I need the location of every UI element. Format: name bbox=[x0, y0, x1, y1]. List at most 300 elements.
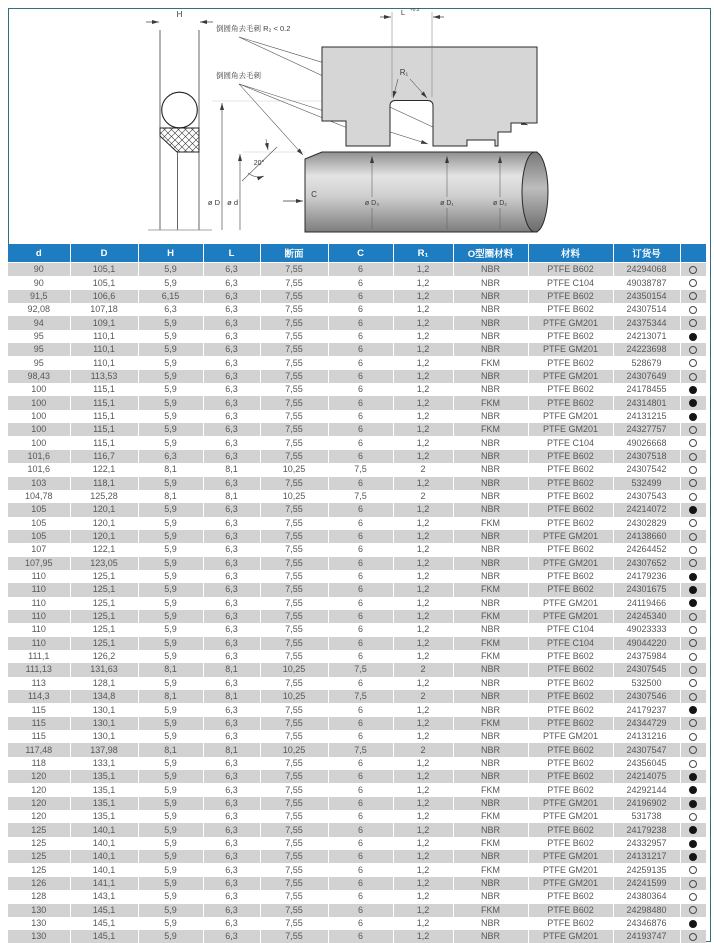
cell-D: 125,1 bbox=[70, 570, 138, 583]
cell-material: PTFE GM201 bbox=[528, 316, 613, 329]
cell-stock bbox=[680, 690, 706, 703]
stock-symbol bbox=[689, 733, 697, 741]
label-l-dim: L bbox=[400, 8, 406, 17]
stock-symbol bbox=[689, 639, 697, 647]
cell-L: 6,3 bbox=[203, 677, 260, 690]
cell-order-number: 532500 bbox=[613, 677, 680, 690]
table-row bbox=[8, 597, 706, 610]
cell-oring-material: NBR bbox=[453, 450, 528, 463]
cell-material: PTFE B602 bbox=[528, 463, 613, 476]
cell-C: 6 bbox=[328, 890, 393, 903]
cell-R1: 1,2 bbox=[393, 890, 453, 903]
cell-d: 107 bbox=[8, 543, 70, 556]
cell-d: 90 bbox=[8, 263, 70, 277]
cell-d: 100 bbox=[8, 423, 70, 436]
cell-C: 6 bbox=[328, 370, 393, 383]
cell-section: 7,55 bbox=[260, 543, 328, 556]
cell-d: 105 bbox=[8, 503, 70, 516]
cell-R1: 1,2 bbox=[393, 436, 453, 449]
cell-d: 92,08 bbox=[8, 303, 70, 316]
cell-order-number: 24179238 bbox=[613, 823, 680, 836]
cell-H: 5,9 bbox=[138, 316, 203, 329]
cell-D: 130,1 bbox=[70, 703, 138, 716]
cell-d: 95 bbox=[8, 356, 70, 369]
cell-R1: 1,2 bbox=[393, 597, 453, 610]
cell-material: PTFE C104 bbox=[528, 276, 613, 289]
cell-R1: 1,2 bbox=[393, 583, 453, 596]
cell-L: 6,3 bbox=[203, 276, 260, 289]
cell-R1: 1,2 bbox=[393, 557, 453, 570]
cell-C: 6 bbox=[328, 517, 393, 530]
cell-H: 5,9 bbox=[138, 837, 203, 850]
cell-section: 7,55 bbox=[260, 410, 328, 423]
cell-H: 5,9 bbox=[138, 436, 203, 449]
cell-oring-material: NBR bbox=[453, 543, 528, 556]
cell-oring-material: FKM bbox=[453, 837, 528, 850]
cell-stock bbox=[680, 383, 706, 396]
cell-H: 8,1 bbox=[138, 463, 203, 476]
col-header-oring-material: O型圈材料 bbox=[453, 244, 528, 263]
cell-order-number: 24302829 bbox=[613, 517, 680, 530]
cell-C: 6 bbox=[328, 570, 393, 583]
cell-C: 7,5 bbox=[328, 490, 393, 503]
cell-L: 6,3 bbox=[203, 904, 260, 917]
stock-symbol bbox=[689, 893, 697, 901]
rod-end-cap bbox=[522, 152, 548, 232]
cell-material: PTFE B602 bbox=[528, 663, 613, 676]
cell-oring-material: NBR bbox=[453, 917, 528, 930]
cell-C: 6 bbox=[328, 503, 393, 516]
cell-d: 95 bbox=[8, 343, 70, 356]
cell-oring-material: NBR bbox=[453, 370, 528, 383]
cell-L: 6,3 bbox=[203, 730, 260, 743]
cell-d: 110 bbox=[8, 570, 70, 583]
cell-d: 128 bbox=[8, 890, 70, 903]
stock-symbol bbox=[689, 292, 697, 300]
cell-R1: 1,2 bbox=[393, 837, 453, 850]
cell-D: 125,1 bbox=[70, 623, 138, 636]
seal-ring-hatched bbox=[160, 128, 199, 152]
stock-symbol bbox=[689, 586, 697, 594]
cell-oring-material: FKM bbox=[453, 904, 528, 917]
cell-order-number: 49026668 bbox=[613, 436, 680, 449]
cell-oring-material: NBR bbox=[453, 343, 528, 356]
cell-D: 145,1 bbox=[70, 904, 138, 917]
cell-section: 7,55 bbox=[260, 877, 328, 890]
cell-L: 6,3 bbox=[203, 917, 260, 930]
cell-order-number: 24380364 bbox=[613, 890, 680, 903]
cell-D: 143,1 bbox=[70, 890, 138, 903]
cell-order-number: 24307649 bbox=[613, 370, 680, 383]
cell-d: 95 bbox=[8, 330, 70, 343]
cell-section: 7,55 bbox=[260, 290, 328, 303]
cell-D: 122,1 bbox=[70, 463, 138, 476]
cell-section: 7,55 bbox=[260, 770, 328, 783]
cell-material: PTFE B602 bbox=[528, 770, 613, 783]
cell-d: 110 bbox=[8, 583, 70, 596]
cell-material: PTFE GM201 bbox=[528, 797, 613, 810]
cell-material: PTFE B602 bbox=[528, 703, 613, 716]
cell-H: 5,9 bbox=[138, 423, 203, 436]
stock-symbol bbox=[689, 813, 697, 821]
cell-C: 6 bbox=[328, 303, 393, 316]
table-row bbox=[8, 396, 706, 409]
table-row bbox=[8, 623, 706, 636]
cell-section: 7,55 bbox=[260, 370, 328, 383]
stock-symbol bbox=[689, 933, 697, 941]
cell-d: 105 bbox=[8, 530, 70, 543]
cell-C: 6 bbox=[328, 263, 393, 277]
cell-L: 6,3 bbox=[203, 837, 260, 850]
cell-oring-material: NBR bbox=[453, 850, 528, 863]
cell-R1: 1,2 bbox=[393, 330, 453, 343]
cell-order-number: 24346876 bbox=[613, 917, 680, 930]
cell-D: 134,8 bbox=[70, 690, 138, 703]
cell-stock bbox=[680, 823, 706, 836]
cell-L: 6,3 bbox=[203, 823, 260, 836]
stock-symbol bbox=[689, 679, 697, 687]
table-row bbox=[8, 797, 706, 810]
cell-oring-material: FKM bbox=[453, 783, 528, 796]
cell-L: 6,3 bbox=[203, 783, 260, 796]
cell-section: 7,55 bbox=[260, 450, 328, 463]
cell-order-number: 24241599 bbox=[613, 877, 680, 890]
cell-H: 5,9 bbox=[138, 917, 203, 930]
seal-installation-drawing bbox=[0, 0, 714, 240]
cell-C: 6 bbox=[328, 837, 393, 850]
cell-stock bbox=[680, 930, 706, 943]
table-row bbox=[8, 637, 706, 650]
cell-C: 6 bbox=[328, 423, 393, 436]
label-l-tolerance: +0.2 bbox=[410, 8, 420, 13]
cell-C: 6 bbox=[328, 730, 393, 743]
cell-C: 6 bbox=[328, 770, 393, 783]
cell-d: 125 bbox=[8, 823, 70, 836]
label-dia-d: ø d bbox=[227, 198, 238, 207]
cell-stock bbox=[680, 850, 706, 863]
cell-stock bbox=[680, 623, 706, 636]
cell-H: 6,3 bbox=[138, 450, 203, 463]
cell-stock bbox=[680, 436, 706, 449]
cell-L: 6,3 bbox=[203, 477, 260, 490]
cell-C: 6 bbox=[328, 810, 393, 823]
cell-D: 125,1 bbox=[70, 597, 138, 610]
cell-order-number: 24307652 bbox=[613, 557, 680, 570]
cell-section: 10,25 bbox=[260, 690, 328, 703]
cell-d: 98,43 bbox=[8, 370, 70, 383]
stock-symbol bbox=[689, 466, 697, 474]
table-row bbox=[8, 917, 706, 930]
cell-order-number: 24138660 bbox=[613, 530, 680, 543]
cell-L: 6,3 bbox=[203, 316, 260, 329]
cell-stock bbox=[680, 276, 706, 289]
cell-material: PTFE B602 bbox=[528, 890, 613, 903]
cell-stock bbox=[680, 490, 706, 503]
cell-H: 5,9 bbox=[138, 770, 203, 783]
stock-symbol bbox=[689, 706, 697, 714]
stock-symbol bbox=[689, 266, 697, 274]
cell-order-number: 24350154 bbox=[613, 290, 680, 303]
cell-L: 8,1 bbox=[203, 463, 260, 476]
cell-material: PTFE B602 bbox=[528, 570, 613, 583]
cell-section: 7,55 bbox=[260, 316, 328, 329]
cell-C: 6 bbox=[328, 917, 393, 930]
cell-D: 122,1 bbox=[70, 543, 138, 556]
cell-L: 6,3 bbox=[203, 517, 260, 530]
col-header-R1: R₁ bbox=[393, 244, 453, 263]
cell-R1: 1,2 bbox=[393, 823, 453, 836]
cell-oring-material: NBR bbox=[453, 490, 528, 503]
cell-D: 135,1 bbox=[70, 770, 138, 783]
cell-C: 6 bbox=[328, 396, 393, 409]
cell-stock bbox=[680, 610, 706, 623]
cell-section: 7,55 bbox=[260, 423, 328, 436]
cell-material: PTFE B602 bbox=[528, 677, 613, 690]
table-row bbox=[8, 690, 706, 703]
cell-R1: 1,2 bbox=[393, 450, 453, 463]
cell-D: 130,1 bbox=[70, 730, 138, 743]
cell-section: 7,55 bbox=[260, 610, 328, 623]
cell-stock bbox=[680, 557, 706, 570]
cell-oring-material: NBR bbox=[453, 383, 528, 396]
cell-section: 7,55 bbox=[260, 583, 328, 596]
cell-stock bbox=[680, 890, 706, 903]
stock-symbol bbox=[689, 719, 697, 727]
table-row bbox=[8, 890, 706, 903]
table-row bbox=[8, 383, 706, 396]
cell-H: 5,9 bbox=[138, 610, 203, 623]
cell-stock bbox=[680, 543, 706, 556]
cell-stock bbox=[680, 410, 706, 423]
cell-L: 6,3 bbox=[203, 370, 260, 383]
cell-stock bbox=[680, 330, 706, 343]
cell-L: 6,3 bbox=[203, 650, 260, 663]
cell-section: 7,55 bbox=[260, 263, 328, 277]
cell-L: 8,1 bbox=[203, 690, 260, 703]
cell-order-number: 24307545 bbox=[613, 663, 680, 676]
cell-R1: 1,2 bbox=[393, 904, 453, 917]
cell-L: 6,3 bbox=[203, 356, 260, 369]
cell-L: 6,3 bbox=[203, 597, 260, 610]
cell-D: 118,1 bbox=[70, 477, 138, 490]
cell-d: 111,13 bbox=[8, 663, 70, 676]
label-deburr-r2: 倒圆角去毛刺 R₂ < 0.2 bbox=[216, 24, 291, 33]
cell-R1: 1,2 bbox=[393, 423, 453, 436]
cell-D: 115,1 bbox=[70, 423, 138, 436]
chamfer-angle-annotation bbox=[242, 139, 277, 181]
cell-d: 90 bbox=[8, 276, 70, 289]
cell-order-number: 24213071 bbox=[613, 330, 680, 343]
cell-L: 6,3 bbox=[203, 436, 260, 449]
cell-order-number: 24307543 bbox=[613, 490, 680, 503]
cell-R1: 1,2 bbox=[393, 730, 453, 743]
cell-order-number: 24131217 bbox=[613, 850, 680, 863]
stock-symbol bbox=[689, 826, 697, 834]
col-header-material: 材料 bbox=[528, 244, 613, 263]
cell-D: 137,98 bbox=[70, 743, 138, 756]
cell-R1: 1,2 bbox=[393, 797, 453, 810]
cell-section: 7,55 bbox=[260, 930, 328, 943]
cell-order-number: 24307542 bbox=[613, 463, 680, 476]
cell-d: 120 bbox=[8, 810, 70, 823]
label-dia-D3: ø D₃ bbox=[364, 200, 380, 207]
stock-symbol bbox=[689, 346, 697, 354]
cell-H: 5,9 bbox=[138, 477, 203, 490]
cell-oring-material: NBR bbox=[453, 530, 528, 543]
col-header-section: 断面 bbox=[260, 244, 328, 263]
cell-material: PTFE B602 bbox=[528, 783, 613, 796]
stock-symbol bbox=[689, 413, 697, 421]
cell-stock bbox=[680, 717, 706, 730]
table-row bbox=[8, 717, 706, 730]
cell-material: PTFE B602 bbox=[528, 383, 613, 396]
cell-D: 110,1 bbox=[70, 343, 138, 356]
cell-section: 7,55 bbox=[260, 383, 328, 396]
cell-H: 5,9 bbox=[138, 263, 203, 277]
label-dia-D1: ø D₁ bbox=[440, 200, 454, 207]
cell-R1: 1,2 bbox=[393, 677, 453, 690]
cell-order-number: 24307546 bbox=[613, 690, 680, 703]
cell-C: 6 bbox=[328, 637, 393, 650]
cell-D: 145,1 bbox=[70, 930, 138, 943]
cell-section: 7,55 bbox=[260, 623, 328, 636]
stock-symbol bbox=[689, 920, 697, 928]
cell-material: PTFE B602 bbox=[528, 543, 613, 556]
stock-symbol bbox=[689, 546, 697, 554]
cell-order-number: 24214075 bbox=[613, 770, 680, 783]
cell-d: 118 bbox=[8, 757, 70, 770]
cell-L: 6,3 bbox=[203, 930, 260, 943]
cell-L: 6,3 bbox=[203, 863, 260, 876]
cell-material: PTFE GM201 bbox=[528, 343, 613, 356]
cell-material: PTFE GM201 bbox=[528, 850, 613, 863]
cell-oring-material: NBR bbox=[453, 597, 528, 610]
size-table bbox=[8, 244, 706, 943]
table-row bbox=[8, 850, 706, 863]
cell-section: 7,55 bbox=[260, 810, 328, 823]
cell-stock bbox=[680, 757, 706, 770]
table-row bbox=[8, 463, 706, 476]
cell-L: 6,3 bbox=[203, 383, 260, 396]
cell-section: 10,25 bbox=[260, 463, 328, 476]
col-header-D: D bbox=[70, 244, 138, 263]
cell-D: 135,1 bbox=[70, 783, 138, 796]
cell-stock bbox=[680, 570, 706, 583]
technical-drawing bbox=[0, 0, 714, 240]
cell-R1: 1,2 bbox=[393, 410, 453, 423]
cell-C: 6 bbox=[328, 650, 393, 663]
cell-material: PTFE B602 bbox=[528, 757, 613, 770]
cell-H: 5,9 bbox=[138, 730, 203, 743]
cell-order-number: 24314801 bbox=[613, 396, 680, 409]
cell-D: 145,1 bbox=[70, 917, 138, 930]
cell-H: 5,9 bbox=[138, 850, 203, 863]
cell-H: 5,9 bbox=[138, 330, 203, 343]
cell-section: 7,55 bbox=[260, 637, 328, 650]
cell-d: 100 bbox=[8, 436, 70, 449]
cell-material: PTFE B602 bbox=[528, 503, 613, 516]
cell-d: 126 bbox=[8, 877, 70, 890]
cell-stock bbox=[680, 904, 706, 917]
cell-d: 125 bbox=[8, 850, 70, 863]
table-row bbox=[8, 330, 706, 343]
stock-symbol bbox=[689, 373, 697, 381]
label-h-dim: H bbox=[176, 10, 183, 19]
cell-stock bbox=[680, 263, 706, 277]
cell-stock bbox=[680, 663, 706, 676]
cell-C: 6 bbox=[328, 797, 393, 810]
cell-L: 6,3 bbox=[203, 543, 260, 556]
cell-D: 140,1 bbox=[70, 837, 138, 850]
cell-H: 8,1 bbox=[138, 490, 203, 503]
cell-D: 120,1 bbox=[70, 517, 138, 530]
cell-oring-material: NBR bbox=[453, 677, 528, 690]
cell-oring-material: NBR bbox=[453, 823, 528, 836]
stock-symbol bbox=[689, 359, 697, 367]
stock-symbol bbox=[689, 386, 697, 394]
table-row bbox=[8, 450, 706, 463]
cell-order-number: 24119466 bbox=[613, 597, 680, 610]
cell-oring-material: NBR bbox=[453, 770, 528, 783]
cell-H: 5,9 bbox=[138, 717, 203, 730]
table-row bbox=[8, 583, 706, 596]
cell-d: 91,5 bbox=[8, 290, 70, 303]
cell-order-number: 24375984 bbox=[613, 650, 680, 663]
cell-L: 8,1 bbox=[203, 490, 260, 503]
table-row bbox=[8, 477, 706, 490]
diameter-dims-left bbox=[208, 103, 240, 230]
cell-R1: 2 bbox=[393, 663, 453, 676]
cell-material: PTFE B602 bbox=[528, 743, 613, 756]
cell-C: 6 bbox=[328, 276, 393, 289]
cell-L: 6,3 bbox=[203, 303, 260, 316]
cell-H: 5,9 bbox=[138, 570, 203, 583]
cell-H: 5,9 bbox=[138, 396, 203, 409]
cell-oring-material: NBR bbox=[453, 877, 528, 890]
cell-d: 107,95 bbox=[8, 557, 70, 570]
cell-D: 115,1 bbox=[70, 396, 138, 409]
cell-material: PTFE B602 bbox=[528, 303, 613, 316]
cell-stock bbox=[680, 423, 706, 436]
cell-d: 94 bbox=[8, 316, 70, 329]
cell-oring-material: FKM bbox=[453, 637, 528, 650]
cell-R1: 1,2 bbox=[393, 783, 453, 796]
cell-L: 6,3 bbox=[203, 330, 260, 343]
stock-symbol bbox=[689, 453, 697, 461]
cell-C: 6 bbox=[328, 703, 393, 716]
cell-d: 115 bbox=[8, 703, 70, 716]
cell-R1: 1,2 bbox=[393, 343, 453, 356]
cell-R1: 1,2 bbox=[393, 637, 453, 650]
cell-C: 6 bbox=[328, 316, 393, 329]
cell-order-number: 24179237 bbox=[613, 703, 680, 716]
cell-L: 6,3 bbox=[203, 423, 260, 436]
cell-section: 7,55 bbox=[260, 904, 328, 917]
cell-material: PTFE GM201 bbox=[528, 410, 613, 423]
cell-oring-material: FKM bbox=[453, 610, 528, 623]
cell-H: 5,9 bbox=[138, 343, 203, 356]
cell-oring-material: NBR bbox=[453, 477, 528, 490]
cell-L: 6,3 bbox=[203, 503, 260, 516]
cell-order-number: 24223698 bbox=[613, 343, 680, 356]
cell-L: 8,1 bbox=[203, 743, 260, 756]
cell-H: 5,9 bbox=[138, 503, 203, 516]
cell-oring-material: FKM bbox=[453, 356, 528, 369]
cell-D: 135,1 bbox=[70, 810, 138, 823]
cell-material: PTFE B602 bbox=[528, 263, 613, 277]
cell-stock bbox=[680, 797, 706, 810]
cell-L: 6,3 bbox=[203, 570, 260, 583]
